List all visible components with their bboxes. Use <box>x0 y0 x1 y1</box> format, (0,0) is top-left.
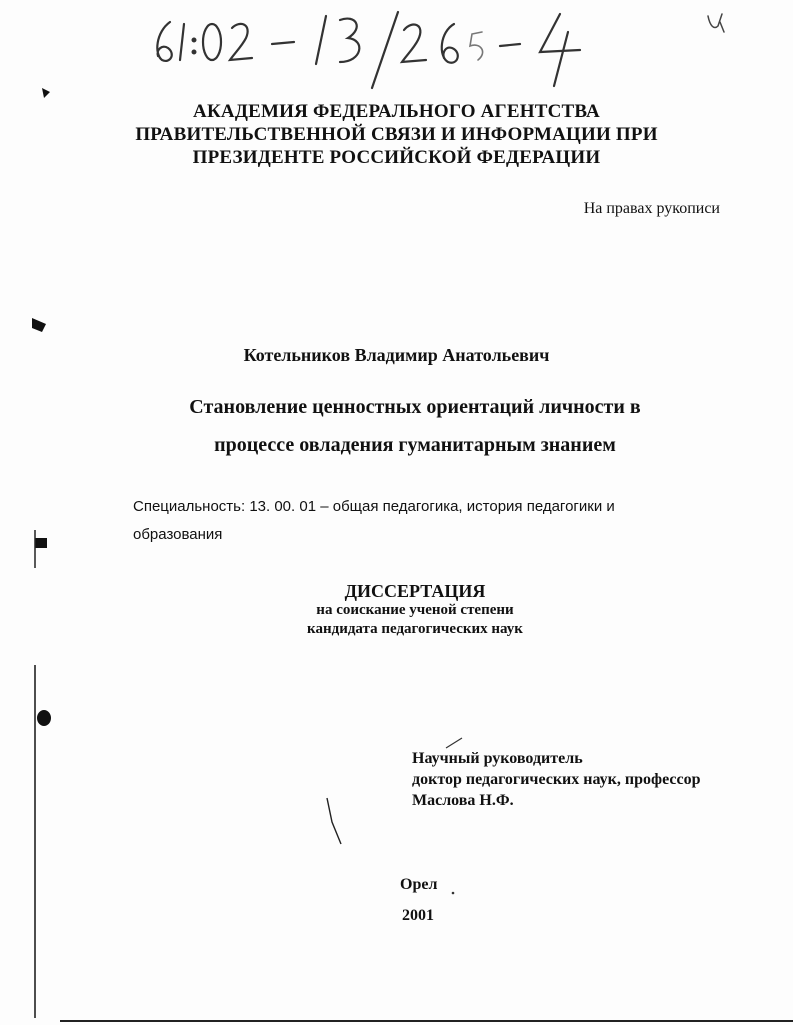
institution-line-3: ПРЕЗИДЕНТЕ РОССИЙСКОЙ ФЕДЕРАЦИИ <box>192 147 601 168</box>
binding-hole-2 <box>32 318 46 332</box>
dissertation-heading: ДИССЕРТАЦИЯ <box>344 581 486 601</box>
institution-line-2: ПРАВИТЕЛЬСТВЕННОЙ СВЯЗИ И ИНФОРМАЦИИ ПРИ <box>135 124 658 145</box>
degree-line-2: кандидата педагогических наук <box>307 621 523 637</box>
specialty-text <box>133 493 693 549</box>
institution-line-1: АКАДЕМИЯ ФЕДЕРАЛЬНОГО АГЕНТСТВА <box>193 101 600 122</box>
binding-hole-1 <box>42 88 50 98</box>
handwritten-archive-code <box>148 10 628 90</box>
supervisor-block <box>412 748 700 811</box>
manuscript-rights-note: На правах рукописи <box>583 200 720 217</box>
title-line-2: процессе овладения гуманитарным знанием <box>214 434 616 456</box>
supervisor-credentials: доктор педагогических наук, профессор <box>412 771 701 788</box>
binding-mark-3 <box>35 538 47 548</box>
year: 2001 <box>402 907 434 924</box>
pen-tick <box>446 738 462 748</box>
supervisor-role: Научный руководитель <box>412 750 583 767</box>
city: Орел <box>400 876 438 893</box>
author-name: Котельников Владимир Анатольевич <box>243 345 550 365</box>
specialty-line-1: Специальность: 13. 00. 01 – общая педагогика, история педагогики и <box>133 498 615 515</box>
binding-hole-4 <box>37 710 51 726</box>
supervisor-name: Маслова Н.Ф. <box>412 792 514 809</box>
title-line-1: Становление ценностных ориентаций личности в <box>189 396 641 418</box>
degree-line-1: на соискание ученой степени <box>316 602 514 618</box>
specialty-line-2: образования <box>133 526 223 543</box>
institution-name <box>0 100 793 169</box>
dissertation-title <box>0 388 793 464</box>
pen-stroke <box>327 798 341 844</box>
dissertation-block <box>0 581 793 639</box>
handwritten-mark <box>702 10 732 40</box>
